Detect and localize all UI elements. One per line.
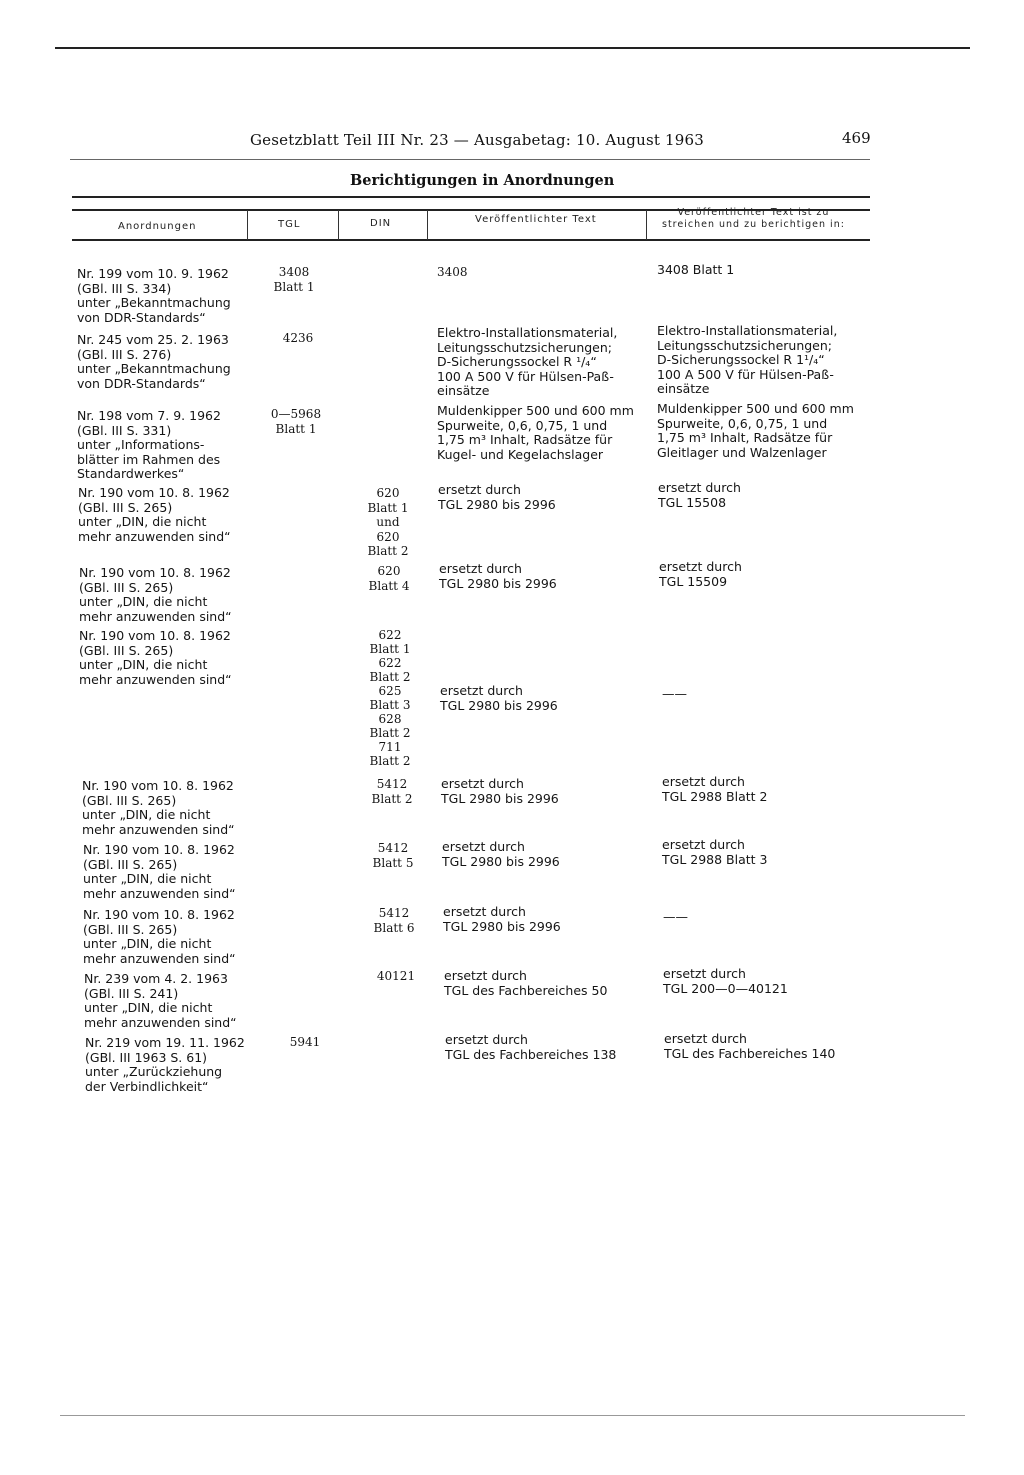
table-row-text: ersetzt durch TGL 2980 bis 2996 bbox=[442, 839, 560, 869]
table-row-din: 5412 Blatt 6 bbox=[373, 906, 415, 935]
table-row-anordnung: Nr. 190 vom 10. 8. 1962 (GBl. III S. 265) unter „DIN, die nicht mehr anzuwenden sind“ bbox=[79, 628, 232, 687]
table-row-text: ersetzt durch TGL 2980 bis 2996 bbox=[438, 482, 556, 512]
table-row-tgl: 0—5968 Blatt 1 bbox=[270, 407, 322, 436]
table-row-din: 40121 bbox=[376, 969, 416, 983]
page-number: 469 bbox=[842, 129, 871, 147]
table-row-tgl: 4236 bbox=[282, 331, 314, 345]
table-row-correction: ersetzt durch TGL 15509 bbox=[659, 559, 742, 589]
table-row-text: Elektro-Installationsmaterial, Leitungsschutzsicherungen; D-Sicherungssockel R ¹/₄“ 100 A 500 V für Hülsen-Paß- einsätze bbox=[437, 325, 618, 399]
column-header-tgl: TGL bbox=[278, 219, 301, 230]
table-row-din: 620 Blatt 4 bbox=[368, 564, 410, 593]
table-row-correction: ersetzt durch TGL des Fachbereiches 140 bbox=[664, 1031, 836, 1061]
table-row-correction: ersetzt durch TGL 200—0—40121 bbox=[663, 966, 788, 996]
table-row-text: ersetzt durch TGL 2980 bis 2996 bbox=[443, 904, 561, 934]
table-row-din: 620 Blatt 1 und 620 Blatt 2 bbox=[367, 486, 409, 559]
table-row-text: ersetzt durch TGL 2980 bis 2996 bbox=[439, 561, 557, 591]
column-header-correction: Veröffentlichter Text ist zu streichen und zu berichtigen in: bbox=[662, 207, 845, 230]
table-row-text: ersetzt durch TGL des Fachbereiches 138 bbox=[445, 1032, 617, 1062]
table-row-correction: —— bbox=[662, 686, 687, 701]
table-row-text: 3408 bbox=[437, 265, 468, 279]
table-row-tgl: 3408 Blatt 1 bbox=[273, 265, 315, 294]
table-row-anordnung: Nr. 190 vom 10. 8. 1962 (GBl. III S. 265) unter „DIN, die nicht mehr anzuwenden sind“ bbox=[83, 842, 236, 901]
table-row-anordnung: Nr. 190 vom 10. 8. 1962 (GBl. III S. 265) unter „DIN, die nicht mehr anzuwenden sind“ bbox=[82, 778, 235, 837]
section-title: Berichtigungen in Anordnungen bbox=[350, 172, 615, 189]
table-row-correction: ersetzt durch TGL 15508 bbox=[658, 480, 741, 510]
table-header-bottom-rule bbox=[72, 239, 870, 241]
table-row-anordnung: Nr. 219 vom 19. 11. 1962 (GBl. III 1963 S. 61) unter „Zurückziehung der Verbindlichkeit“ bbox=[85, 1035, 245, 1094]
table-row-din: 5412 Blatt 2 bbox=[371, 777, 413, 806]
table-row-correction: 3408 Blatt 1 bbox=[657, 262, 735, 277]
table-row-din: 622 Blatt 1 622 Blatt 2 625 Blatt 3 628 Blatt 2 711 Blatt 2 bbox=[369, 628, 411, 768]
column-header-anordnungen: Anordnungen bbox=[118, 221, 197, 232]
column-header-din: DIN bbox=[370, 218, 392, 229]
column-header-published-text: Veröffentlichter Text bbox=[475, 214, 597, 225]
table-row-anordnung: Nr. 198 vom 7. 9. 1962 (GBl. III S. 331) unter „Informations- blätter im Rahmen des Standardwerkes“ bbox=[77, 408, 221, 482]
table-row-correction: ersetzt durch TGL 2988 Blatt 3 bbox=[662, 837, 768, 867]
table-row-anordnung: Nr. 199 vom 10. 9. 1962 (GBl. III S. 334) unter „Bekanntmachung von DDR-Standards“ bbox=[77, 266, 231, 325]
table-row-text: ersetzt durch TGL 2980 bis 2996 bbox=[440, 683, 558, 713]
table-row-text: ersetzt durch TGL 2980 bis 2996 bbox=[441, 776, 559, 806]
bottom-rule bbox=[60, 1415, 965, 1416]
column-separator bbox=[427, 210, 428, 240]
table-row-anordnung: Nr. 190 vom 10. 8. 1962 (GBl. III S. 265) unter „DIN, die nicht mehr anzuwenden sind“ bbox=[79, 565, 232, 624]
column-separator bbox=[247, 210, 248, 240]
table-row-correction: —— bbox=[663, 909, 688, 924]
table-row-correction: ersetzt durch TGL 2988 Blatt 2 bbox=[662, 774, 768, 804]
table-top-rule bbox=[72, 196, 870, 198]
table-row-text: Muldenkipper 500 und 600 mm Spurweite, 0,6, 0,75, 1 und 1,75 m³ Inhalt, Radsätze für Kugel- und Kegelachslager bbox=[437, 403, 634, 462]
table-row-correction: Elektro-Installationsmaterial, Leitungsschutzsicherungen; D-Sicherungssockel R 1¹/₄“ 100 A 500 V für Hülsen-Paß- einsätze bbox=[657, 323, 838, 397]
column-separator bbox=[338, 210, 339, 240]
table-row-anordnung: Nr. 239 vom 4. 2. 1963 (GBl. III S. 241) unter „DIN, die nicht mehr anzuwenden sind“ bbox=[84, 971, 237, 1030]
table-row-text: ersetzt durch TGL des Fachbereiches 50 bbox=[444, 968, 608, 998]
table-row-correction: Muldenkipper 500 und 600 mm Spurweite, 0,6, 0,75, 1 und 1,75 m³ Inhalt, Radsätze für Gleitlager und Walzenlager bbox=[657, 401, 854, 460]
column-separator bbox=[646, 210, 647, 240]
table-row-din: 5412 Blatt 5 bbox=[372, 841, 414, 870]
top-border-rule bbox=[55, 47, 970, 49]
running-header: Gesetzblatt Teil III Nr. 23 — Ausgabetag: 10. August 1963 bbox=[250, 131, 705, 149]
header-rule bbox=[70, 159, 870, 160]
table-row-anordnung: Nr. 190 vom 10. 8. 1962 (GBl. III S. 265) unter „DIN, die nicht mehr anzuwenden sind“ bbox=[83, 907, 236, 966]
table-row-tgl: 5941 bbox=[289, 1035, 321, 1049]
table-row-anordnung: Nr. 190 vom 10. 8. 1962 (GBl. III S. 265) unter „DIN, die nicht mehr anzuwenden sind“ bbox=[78, 485, 231, 544]
table-row-anordnung: Nr. 245 vom 25. 2. 1963 (GBl. III S. 276) unter „Bekanntmachung von DDR-Standards“ bbox=[77, 332, 231, 391]
